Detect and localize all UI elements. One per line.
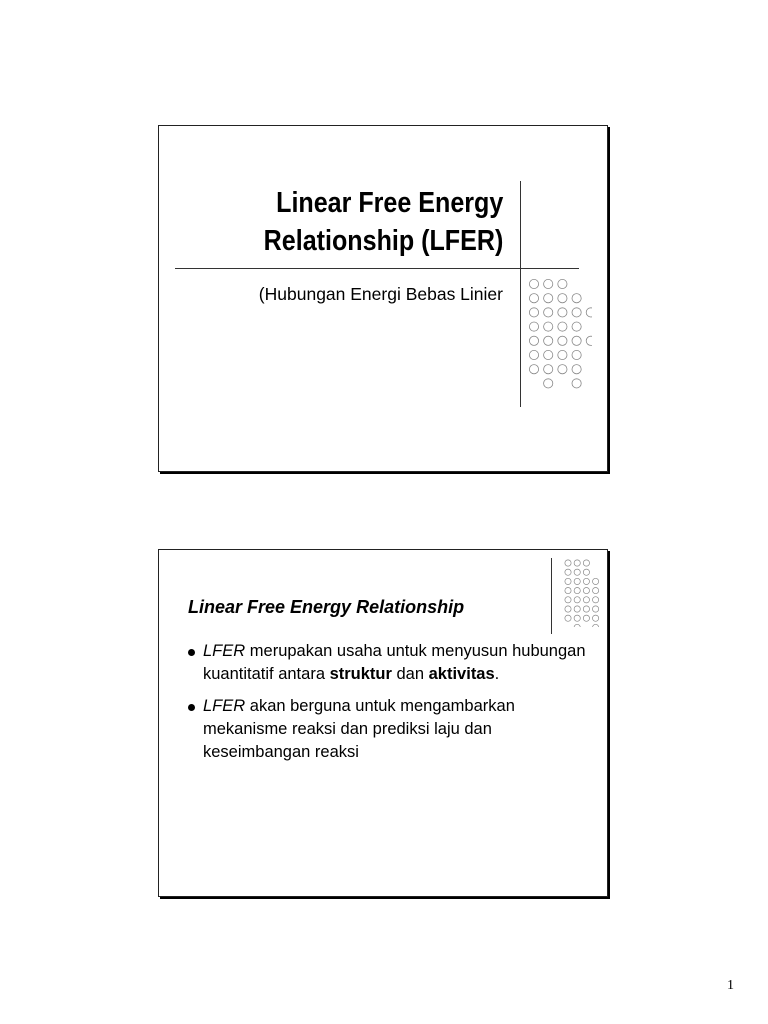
bullet-text: . — [494, 665, 500, 683]
decorative-circle — [544, 350, 553, 359]
page-number: 1 — [727, 978, 734, 993]
bullet-text: dan — [391, 665, 429, 683]
decorative-circle — [565, 588, 571, 594]
decorative-circle — [574, 606, 580, 612]
lfer-term: LFER — [203, 642, 246, 660]
decorative-circle — [572, 308, 581, 317]
slide-1-title-line-1: Linear Free Energy — [275, 187, 503, 219]
slide-1 — [158, 125, 608, 472]
decorative-circle — [593, 597, 599, 603]
decorative-circle — [558, 336, 567, 345]
decorative-circle — [572, 365, 581, 374]
slide-2 — [158, 549, 608, 897]
slide-1-title-line-2: Relationship (LFER) — [263, 225, 503, 257]
decorative-circle — [544, 365, 553, 374]
decorative-circle — [583, 606, 589, 612]
decorative-circle — [583, 615, 589, 621]
slide-1-subtitle: (Hubungan Energi Bebas Linier — [258, 284, 503, 304]
decorative-circle — [572, 379, 581, 388]
decorative-circle — [529, 365, 538, 374]
decorative-circle — [593, 606, 599, 612]
decorative-circle — [565, 615, 571, 621]
bullet-text: merupakan usaha untuk menyusun hubungan kuantitatif antara — [203, 642, 586, 683]
slide-2-bullet-list — [188, 640, 588, 773]
decorative-circles-icon — [562, 557, 606, 627]
decorative-circle — [572, 336, 581, 345]
decorative-circle — [544, 294, 553, 303]
decorative-circle — [565, 560, 571, 566]
decorative-circle — [574, 578, 580, 584]
decorative-circle — [583, 578, 589, 584]
decorative-circle — [565, 597, 571, 603]
decorative-circle — [593, 624, 599, 627]
list-item — [188, 640, 588, 686]
decorative-circle — [583, 597, 589, 603]
decorative-circle — [593, 578, 599, 584]
decorative-circle — [574, 588, 580, 594]
slide-1-title — [263, 184, 503, 260]
decorative-circle — [565, 578, 571, 584]
slide-2-heading: Linear Free Energy Relationship — [188, 597, 465, 617]
decorative-circle — [574, 624, 580, 627]
decorative-circle — [529, 336, 538, 345]
decorative-circle — [544, 322, 553, 331]
decorative-circle — [574, 560, 580, 566]
decorative-circle — [529, 308, 538, 317]
decorative-circle — [574, 615, 580, 621]
bullet-icon — [188, 704, 195, 711]
decorative-circle — [544, 279, 553, 288]
bullet-text: akan berguna untuk mengambarkan mekanisme reaksi dan prediksi laju dan keseimbangan reaksi — [203, 697, 515, 761]
decorative-circle — [544, 379, 553, 388]
decorative-circle — [583, 560, 589, 566]
decorative-circles-icon — [528, 278, 592, 390]
decorative-circle — [544, 308, 553, 317]
decorative-circle — [544, 336, 553, 345]
decorative-circle — [572, 350, 581, 359]
decorative-circle — [558, 294, 567, 303]
decorative-circle — [574, 597, 580, 603]
list-item — [188, 695, 588, 764]
decorative-circle — [583, 569, 589, 575]
decorative-circle — [558, 322, 567, 331]
decorative-circle — [529, 322, 538, 331]
decorative-circle — [586, 308, 592, 317]
slide-1-vertical-rule — [520, 181, 521, 407]
lfer-term: LFER — [203, 697, 246, 715]
decorative-circle — [529, 294, 538, 303]
decorative-circle — [529, 279, 538, 288]
decorative-circle — [586, 336, 592, 345]
slide-1-horizontal-rule — [175, 268, 579, 269]
decorative-circle — [565, 606, 571, 612]
slide-2-vertical-rule — [551, 558, 552, 634]
decorative-circle — [558, 365, 567, 374]
decorative-circle — [558, 350, 567, 359]
bullet-icon — [188, 649, 195, 656]
decorative-circle — [593, 615, 599, 621]
decorative-circle — [583, 588, 589, 594]
decorative-circle — [574, 569, 580, 575]
decorative-circle — [593, 588, 599, 594]
decorative-circle — [558, 279, 567, 288]
decorative-circle — [572, 294, 581, 303]
decorative-circle — [558, 308, 567, 317]
decorative-circle — [565, 569, 571, 575]
bold-term: struktur — [329, 665, 392, 683]
bold-term: aktivitas — [428, 665, 495, 683]
decorative-circle — [572, 322, 581, 331]
decorative-circle — [529, 350, 538, 359]
